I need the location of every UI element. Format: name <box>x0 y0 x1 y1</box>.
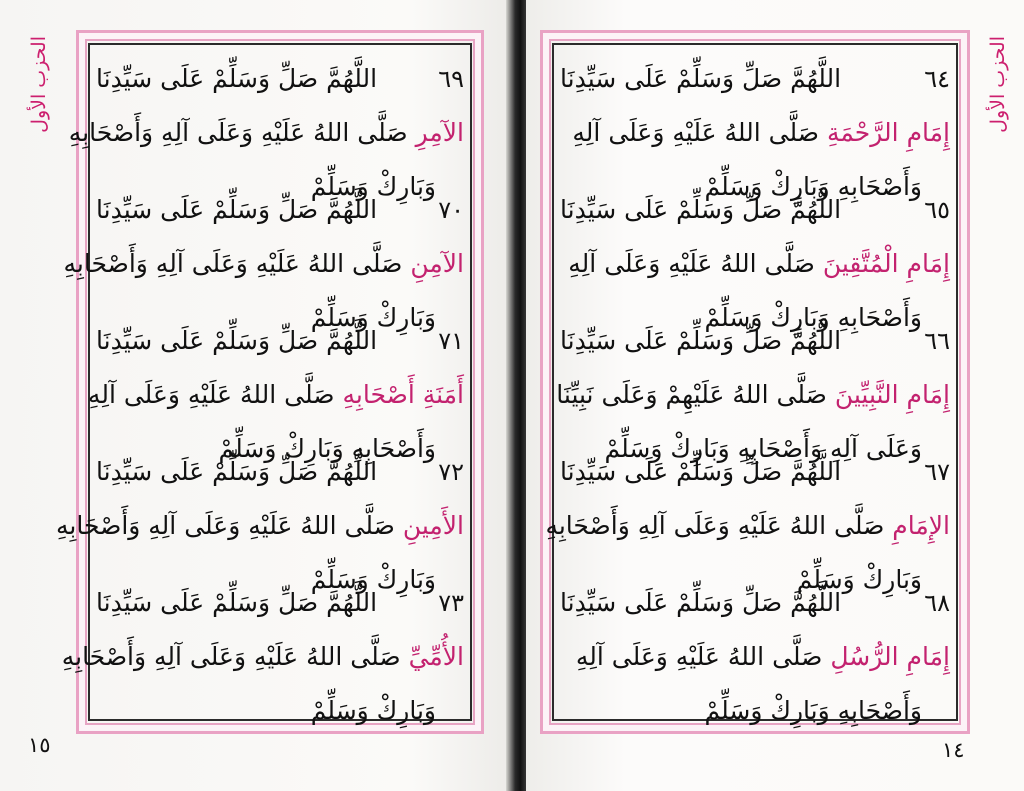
entry-opening-text: اللَّهُمَّ صَلِّ وَسَلِّمْ عَلَى سَيِّدِنَا <box>96 326 378 355</box>
entry-opening-text: اللَّهُمَّ صَلِّ وَسَلِّمْ عَلَى سَيِّدِنَا <box>96 588 378 617</box>
entry-number: ٧٠ <box>438 196 464 224</box>
entry-line-3: وَبَارِكْ وَسَلِّمْ <box>310 172 436 201</box>
prayer-entry <box>61 576 464 738</box>
entry-line-2 <box>61 630 464 684</box>
entry-line-3: وَأَصْحَابِهِ وَبَارِكْ وَسَلِّمْ <box>704 696 922 725</box>
page-number: ١٥ <box>28 733 51 757</box>
prophet-name: إِمَامِ الرُّسُلِ <box>830 642 950 671</box>
entry-line-1 <box>560 445 950 499</box>
entry-line-1 <box>560 576 950 630</box>
entry-blessing-text: صَلَّى اللهُ عَلَيْهِ وَعَلَى آلِهِ وَأَصْحَابِهِ <box>61 642 401 671</box>
entry-number: ٦٤ <box>924 65 950 93</box>
prophet-name: الأَمِينِ <box>402 511 464 540</box>
entry-line-3: وَبَارِكْ وَسَلِّمْ <box>310 565 436 594</box>
entry-line-3: وَعَلَى آلِهِ وَأَصْحَابِهِ وَبَارِكْ وَسَلِّمْ <box>604 434 922 463</box>
entry-opening-text: اللَّهُمَّ صَلِّ وَسَلِّمْ عَلَى سَيِّدِنَا <box>96 457 378 486</box>
entry-line-2 <box>556 368 950 422</box>
entry-opening-text: اللَّهُمَّ صَلِّ وَسَلِّمْ عَلَى سَيِّدِنَا <box>560 195 842 224</box>
prophet-name: أَمَنَةِ أَصْحَابِهِ <box>342 380 464 409</box>
entry-opening-text: اللَّهُمَّ صَلِّ وَسَلِّمْ عَلَى سَيِّدِنَا <box>560 326 842 355</box>
entry-number: ٦٨ <box>924 589 950 617</box>
right-page <box>526 0 1024 791</box>
entry-opening-text: اللَّهُمَّ صَلِّ وَسَلِّمْ عَلَى سَيِّدِنَا <box>96 64 378 93</box>
entry-number: ٧٢ <box>438 458 464 486</box>
prophet-name: الآمِنِ <box>410 249 464 278</box>
prophet-name: الأُمِّيِّ <box>408 642 464 671</box>
entry-number: ٧١ <box>438 327 464 355</box>
running-head: الحزب الأول <box>987 36 1009 133</box>
entry-blessing-text: صَلَّى اللهُ عَلَيْهِمْ وَعَلَى نَبِيِّنَا <box>556 380 827 409</box>
prayer-entry <box>560 576 950 738</box>
entry-line-2 <box>545 499 950 553</box>
entry-line-2 <box>560 630 950 684</box>
entry-line-2 <box>560 106 950 160</box>
entry-opening-text: اللَّهُمَّ صَلِّ وَسَلِّمْ عَلَى سَيِّدِنَا <box>560 457 842 486</box>
entry-line-3: وَبَارِكْ وَسَلِّمْ <box>310 696 436 725</box>
entry-blessing-text: صَلَّى اللهُ عَلَيْهِ وَعَلَى آلِهِ <box>575 642 823 671</box>
entry-opening-text: اللَّهُمَّ صَلِّ وَسَلِّمْ عَلَى سَيِّدِنَا <box>560 588 842 617</box>
entry-line-1 <box>560 183 950 237</box>
entry-line-2 <box>63 237 464 291</box>
entry-line-3: وَأَصْحَابِهِ وَبَارِكْ وَسَلِّمْ <box>218 434 436 463</box>
entry-line-1 <box>96 445 464 499</box>
entry-line-1 <box>96 576 464 630</box>
prophet-name: إِمَامِ الْمُتَّقِينَ <box>822 249 950 278</box>
entry-blessing-text: صَلَّى اللهُ عَلَيْهِ وَعَلَى آلِهِ <box>572 118 819 147</box>
entry-number: ٦٥ <box>924 196 950 224</box>
entry-line-1 <box>96 52 464 106</box>
entry-line-1 <box>96 183 464 237</box>
entry-number: ٦٧ <box>924 458 950 486</box>
entry-blessing-text: صَلَّى اللهُ عَلَيْهِ وَعَلَى آلِهِ وَأَصْحَابِهِ <box>545 511 885 540</box>
entry-number: ٦٦ <box>924 327 950 355</box>
entry-opening-text: اللَّهُمَّ صَلِّ وَسَلِّمْ عَلَى سَيِّدِنَا <box>560 64 842 93</box>
entry-blessing-text: صَلَّى اللهُ عَلَيْهِ وَعَلَى آلِهِ وَأَصْحَابِهِ <box>63 249 403 278</box>
entry-number: ٦٩ <box>438 65 464 93</box>
entry-line-2 <box>87 368 464 422</box>
entry-blessing-text: صَلَّى اللهُ عَلَيْهِ وَعَلَى آلِهِ <box>568 249 815 278</box>
entry-line-3: وَبَارِكْ وَسَلِّمْ <box>796 565 922 594</box>
entry-opening-text: اللَّهُمَّ صَلِّ وَسَلِّمْ عَلَى سَيِّدِنَا <box>96 195 378 224</box>
entry-line-1 <box>96 314 464 368</box>
entry-line-2 <box>68 106 464 160</box>
page-number: ١٤ <box>942 738 965 762</box>
entry-line-2 <box>55 499 464 553</box>
entry-number: ٧٣ <box>438 589 464 617</box>
prophet-name: الآمِرِ <box>415 118 464 147</box>
entry-line-3: وَبَارِكْ وَسَلِّمْ <box>310 303 436 332</box>
running-head: الحزب الأول <box>28 36 50 133</box>
entry-line-3: وَأَصْحَابِهِ وَبَارِكْ وَسَلِّمْ <box>704 172 922 201</box>
prophet-name: إِمَامِ الرَّحْمَةِ <box>826 118 950 147</box>
entry-blessing-text: صَلَّى اللهُ عَلَيْهِ وَعَلَى آلِهِ وَأَصْحَابِهِ <box>55 511 395 540</box>
entry-blessing-text: صَلَّى اللهُ عَلَيْهِ وَعَلَى آلِهِ وَأَصْحَابِهِ <box>68 118 408 147</box>
entry-line-2 <box>560 237 950 291</box>
prophet-name: الإِمَامِ <box>892 511 950 540</box>
entry-line-3: وَأَصْحَابِهِ وَبَارِكْ وَسَلِّمْ <box>704 303 922 332</box>
entry-line-1 <box>560 52 950 106</box>
entry-blessing-text: صَلَّى اللهُ عَلَيْهِ وَعَلَى آلِهِ <box>87 380 335 409</box>
entry-line-1 <box>560 314 950 368</box>
prophet-name: إِمَامِ النَّبِيِّينَ <box>834 380 950 409</box>
